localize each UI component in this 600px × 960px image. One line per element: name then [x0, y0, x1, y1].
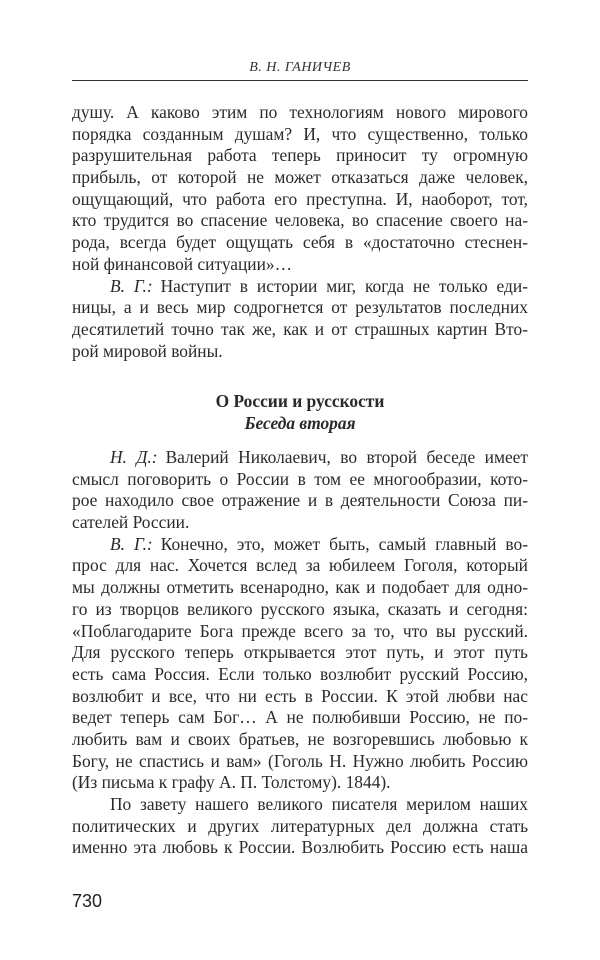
text-line: возлюбит и все, что ни есть в России. К этой любви нас [72, 685, 528, 706]
chapter-title: О России и русскости [215, 391, 385, 411]
text-line: (Из письма к графу А. П. Толстому). 1844). [72, 772, 391, 793]
text-line: рода, всегда будет ощущать себя в «достаточно стеснен- [72, 232, 528, 253]
text-line: ной финансовой ситуации»… [72, 253, 293, 274]
text-line: порядка созданным душам? И, что существенно, только [72, 123, 528, 144]
running-header: В. Н. ГАНИЧЕВ [249, 60, 351, 75]
text-line: прос для нас. Хочется вслед за юбилеем Гоголя, который [72, 555, 528, 576]
text-run: Наступит в истории миг, когда не только еди- [160, 275, 528, 296]
header-rule [72, 80, 528, 81]
text-line: «Поблагодарите Бога прежде всего за то, что вы русский. [72, 620, 528, 641]
text-line: Для русского теперь открывается этот путь, и этот путь [72, 642, 528, 663]
speaker-label: В. Г.: [110, 275, 153, 296]
text-line: любить вам и своих братьев, не возгоревшись любовью к [72, 728, 528, 749]
text-line: политических и других литературных дел должна стать [72, 815, 528, 836]
text-line [72, 447, 528, 469]
text-line: рое находило свое отражение и в деятельности Союза пи- [72, 490, 528, 511]
text-line: есть сама Россия. Если только возлюбит русский Россию, [72, 663, 528, 684]
text-line: го из творцов великого русского языка, сказать и сегодня: [72, 598, 528, 619]
paragraph [72, 102, 528, 276]
text-block-1 [72, 102, 528, 362]
text-line: мы должны отметить всенародно, как и подобает для одно- [72, 577, 528, 598]
text-line: именно эта любовь к России. Возлюбить Россию есть наша [72, 837, 528, 858]
text-line: десятилетий точно так же, как и от страшных картин Вто- [72, 318, 528, 339]
text-line: рой мировой войны. [72, 340, 223, 361]
paragraph [72, 447, 528, 534]
paragraph [72, 534, 528, 794]
page-number: 730 [72, 891, 103, 911]
text-run: Конечно, это, может быть, самый главный во- [160, 533, 528, 554]
text-line: Богу, не спастись и вам» (Гоголь Н. Нужно любить Россию [72, 750, 528, 771]
text-run: Валерий Николаевич, во второй беседе имеет [165, 447, 528, 467]
text-line: разрушительная работа теперь приносит ту огромную [72, 145, 528, 166]
text-line [72, 534, 528, 556]
text-line [72, 276, 528, 298]
text-block-2 [72, 447, 528, 859]
text-line: ощущающий, что работа его преступна. И, наоборот, тот, [72, 188, 528, 209]
text-line: ницы, а и весь мир содрогнется от результатов последних [72, 297, 528, 318]
text-line: По завету нашего великого писателя мерилом наших [110, 794, 528, 814]
speaker-label: В. Г.: [110, 533, 153, 554]
text-line: смысл поговорить о России в том ее многообразии, кото- [72, 468, 528, 489]
paragraph [72, 794, 528, 859]
text-line: прибыль, от которой не может отказаться даже человек, [72, 167, 528, 188]
text-line: душу. А каково этим по технологиям нового мирового [72, 102, 528, 122]
text-line: кто трудится во спасение человека, во спасение своего на- [72, 210, 528, 231]
paragraph [72, 276, 528, 363]
text-line: ведет теперь сам Бог… А не полюбивши Россию, не по- [72, 707, 528, 728]
chapter-subtitle: Беседа вторая [244, 413, 356, 433]
speaker-label: Н. Д.: [110, 447, 158, 467]
text-line: сателей России. [72, 512, 190, 533]
